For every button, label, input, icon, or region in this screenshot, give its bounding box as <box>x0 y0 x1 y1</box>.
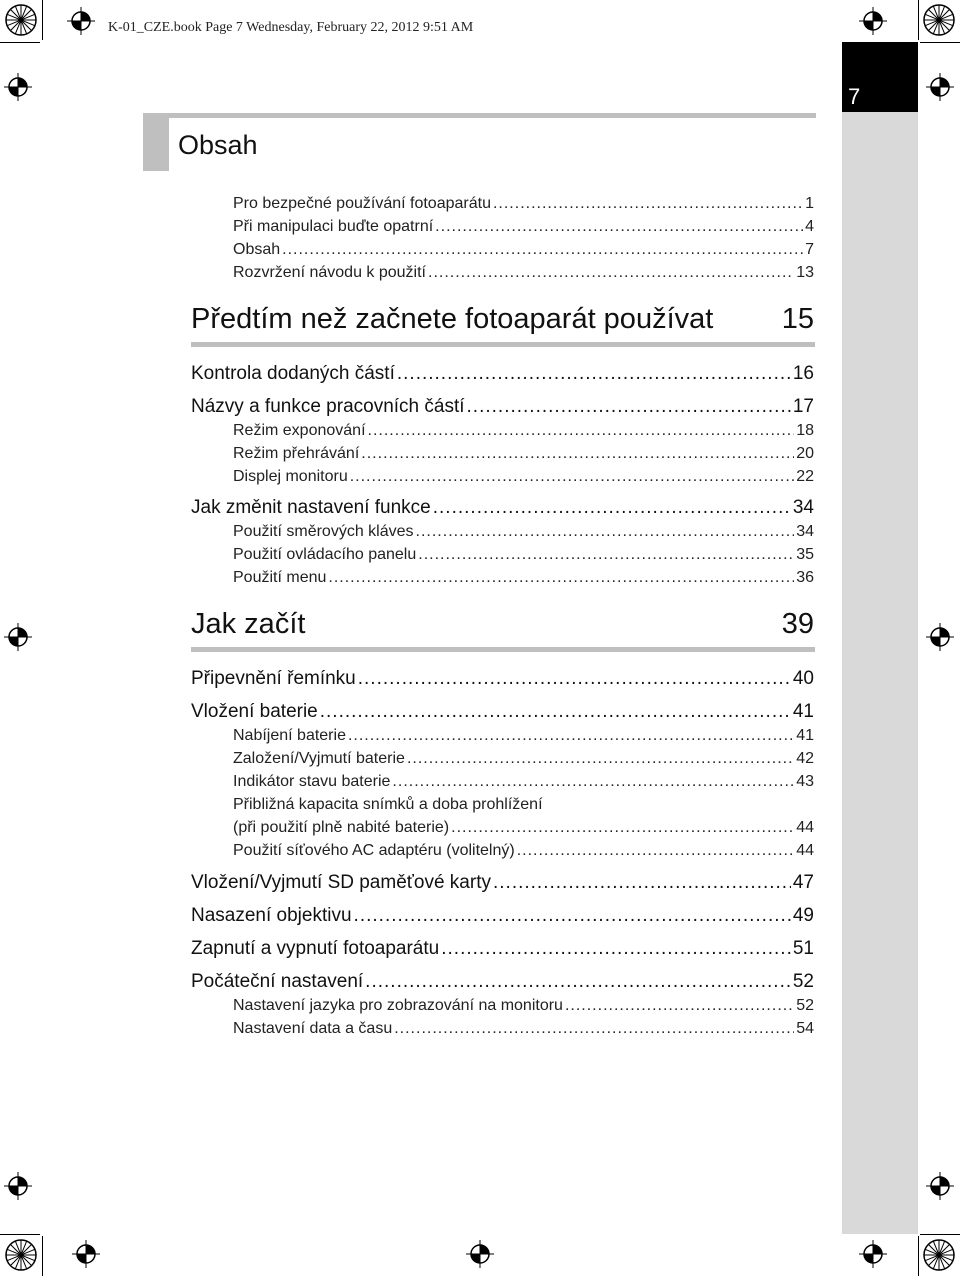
toc-leader-dots <box>493 193 803 215</box>
toc-leader-dots <box>441 936 791 962</box>
toc-leader-dots <box>358 666 791 692</box>
toc-leader-dots <box>328 567 794 589</box>
registration-mark-icon <box>72 1240 100 1268</box>
toc-entry-title: Nasazení objektivu <box>191 905 352 926</box>
toc-leader-dots <box>493 870 791 896</box>
section-page: 15 <box>781 303 814 335</box>
side-strip <box>842 42 918 1234</box>
toc-leader-dots <box>368 420 795 442</box>
toc-leader-dots <box>361 443 794 465</box>
toc-entry <box>233 443 814 465</box>
toc-entry-page: 49 <box>792 905 814 926</box>
toc-entry-page: 52 <box>796 997 814 1014</box>
toc-entry-title: Nastavení jazyka pro zobrazování na monitoru <box>233 997 563 1014</box>
toc-entry <box>191 870 814 896</box>
toc-entry-title: Vložení/Vyjmutí SD paměťové karty <box>191 872 491 893</box>
toc-entry-title: Použití ovládacího panelu <box>233 546 417 563</box>
toc-entry-title: Režim přehrávání <box>233 445 360 462</box>
toc-entry <box>233 262 814 284</box>
toc-entry <box>233 840 814 862</box>
toc-entry-title-line2: (při použití plně nabité baterie) <box>233 819 450 836</box>
toc-entry-page: 44 <box>796 842 814 859</box>
toc-entry-title: Vložení baterie <box>191 701 318 722</box>
toc-entry <box>233 466 814 488</box>
toc-entry-line1 <box>233 794 814 816</box>
page-number: 7 <box>848 84 861 109</box>
toc-leader-dots <box>354 903 791 929</box>
toc-leader-dots <box>416 521 795 543</box>
toc-entry <box>233 771 814 793</box>
toc-entry <box>191 361 814 387</box>
toc-entry-page: 16 <box>792 363 814 384</box>
crop-mark <box>920 42 960 43</box>
toc-entry <box>233 817 814 839</box>
toc-leader-dots <box>517 840 795 862</box>
crop-mark <box>42 1236 43 1276</box>
toc-entry-page: 4 <box>805 218 814 235</box>
toc-leader-dots <box>320 699 791 725</box>
toc-entry <box>191 699 814 725</box>
toc-leader-dots <box>435 216 803 238</box>
toc-entry <box>191 903 814 929</box>
section-heading <box>191 606 814 642</box>
toc-entry <box>233 995 814 1017</box>
toc-entry <box>233 725 814 747</box>
toc-entry-title: Indikátor stavu baterie <box>233 773 391 790</box>
toc-entry <box>233 1018 814 1040</box>
focus-wheel-icon <box>4 3 38 37</box>
toc-entry-page: 36 <box>796 569 814 586</box>
toc-entry-page: 22 <box>796 468 814 485</box>
toc-entry <box>233 420 814 442</box>
toc-entry-page: 41 <box>796 727 814 744</box>
toc-entry-title: Jak změnit nastavení funkce <box>191 497 431 518</box>
toc-entry <box>233 239 814 261</box>
toc-entry-page: 44 <box>796 819 814 836</box>
crop-mark <box>42 0 43 40</box>
toc-entry-title: Pro bezpečné používání fotoaparátu <box>233 195 491 212</box>
toc-entry <box>191 394 814 420</box>
toc-entry-title: Při manipulaci buďte opatrní <box>233 218 434 235</box>
toc-entry <box>233 521 814 543</box>
registration-mark-icon <box>67 7 95 35</box>
focus-wheel-icon <box>922 1238 956 1272</box>
toc-entry-page: 40 <box>792 668 814 689</box>
toc-entry <box>233 748 814 770</box>
toc-entry-title: Připevnění řemínku <box>191 668 356 689</box>
section-rule <box>191 647 815 652</box>
section-page: 39 <box>781 608 814 640</box>
registration-mark-icon <box>926 73 954 101</box>
toc-leader-dots <box>348 725 794 747</box>
toc-entry-page: 7 <box>805 241 814 258</box>
toc-entry-title: Založení/Vyjmutí baterie <box>233 750 405 767</box>
toc-leader-dots <box>433 495 791 521</box>
toc-entry <box>191 495 814 521</box>
toc-leader-dots <box>397 361 791 387</box>
title-marker <box>143 113 169 171</box>
toc-entry-page: 34 <box>792 497 814 518</box>
toc-entry-title: Počáteční nastavení <box>191 971 364 992</box>
toc-entry-title: Nabíjení baterie <box>233 727 346 744</box>
toc-entry-title: Kontrola dodaných částí <box>191 363 395 384</box>
toc-leader-dots <box>394 1018 794 1040</box>
toc-entry-page: 52 <box>792 971 814 992</box>
toc-entry-page: 41 <box>792 701 814 722</box>
registration-mark-icon <box>859 1240 887 1268</box>
toc-leader-dots <box>467 394 791 420</box>
title-rule <box>143 113 816 118</box>
toc-entry <box>233 567 814 589</box>
crop-mark <box>0 42 40 43</box>
toc-entry-title: Názvy a funkce pracovních částí <box>191 396 465 417</box>
toc-entry-page: 20 <box>796 445 814 462</box>
toc-entry-page: 34 <box>796 523 814 540</box>
section-title: Předtím než začnete fotoaparát používat <box>191 303 714 335</box>
toc-entry-title: Režim exponování <box>233 422 366 439</box>
toc-leader-dots <box>451 817 794 839</box>
toc-entry <box>191 969 814 995</box>
toc-entry <box>233 544 814 566</box>
toc-leader-dots <box>428 262 794 284</box>
crop-mark <box>0 1234 40 1235</box>
toc-leader-dots <box>365 969 791 995</box>
registration-mark-icon <box>466 1240 494 1268</box>
toc-entry <box>191 936 814 962</box>
toc-leader-dots <box>392 771 794 793</box>
toc-leader-dots <box>350 466 794 488</box>
focus-wheel-icon <box>922 3 956 37</box>
toc-entry-title: Rozvržení návodu k použití <box>233 264 426 281</box>
registration-mark-icon <box>926 1172 954 1200</box>
toc-entry-title: Použití síťového AC adaptéru (volitelný) <box>233 842 515 859</box>
toc-entry-title: Použití menu <box>233 569 327 586</box>
section-rule <box>191 342 815 347</box>
toc-entry-page: 43 <box>796 773 814 790</box>
toc-entry <box>191 666 814 692</box>
toc-entry-page: 47 <box>792 872 814 893</box>
print-slug: K-01_CZE.book Page 7 Wednesday, February 22, 2012 9:51 AM <box>108 20 474 35</box>
page-title: Obsah <box>178 130 258 160</box>
registration-mark-icon <box>4 1172 32 1200</box>
section-heading <box>191 301 814 337</box>
toc-entry-page: 42 <box>796 750 814 767</box>
toc-entry-page: 17 <box>792 396 814 417</box>
toc-entry-page: 18 <box>796 422 814 439</box>
toc-leader-dots <box>565 995 794 1017</box>
toc-entry-page: 51 <box>792 938 814 959</box>
registration-mark-icon <box>926 623 954 651</box>
toc-entry-title: Zapnutí a vypnutí fotoaparátu <box>191 938 440 959</box>
toc-entry-page: 13 <box>796 264 814 281</box>
toc-entry-title: Displej monitoru <box>233 468 348 485</box>
registration-mark-icon <box>4 73 32 101</box>
registration-mark-icon <box>859 7 887 35</box>
toc-entry-page: 1 <box>805 195 814 212</box>
toc-entry-title: Nastavení data a času <box>233 1020 393 1037</box>
crop-mark <box>920 1234 960 1235</box>
toc-entry-title: Přibližná kapacita snímků a doba prohlížení <box>233 796 543 813</box>
crop-mark <box>918 0 919 40</box>
toc-entry <box>233 216 814 238</box>
toc-entry-page: 54 <box>796 1020 814 1037</box>
toc-leader-dots <box>282 239 803 261</box>
toc-leader-dots <box>418 544 794 566</box>
toc-leader-dots <box>407 748 794 770</box>
toc-entry-title: Obsah <box>233 241 281 258</box>
focus-wheel-icon <box>4 1238 38 1272</box>
registration-mark-icon <box>4 623 32 651</box>
toc-entry <box>233 193 814 215</box>
toc-entry-title: Použití směrových kláves <box>233 523 414 540</box>
toc-entry-page: 35 <box>796 546 814 563</box>
crop-mark <box>918 1236 919 1276</box>
section-title: Jak začít <box>191 608 306 640</box>
